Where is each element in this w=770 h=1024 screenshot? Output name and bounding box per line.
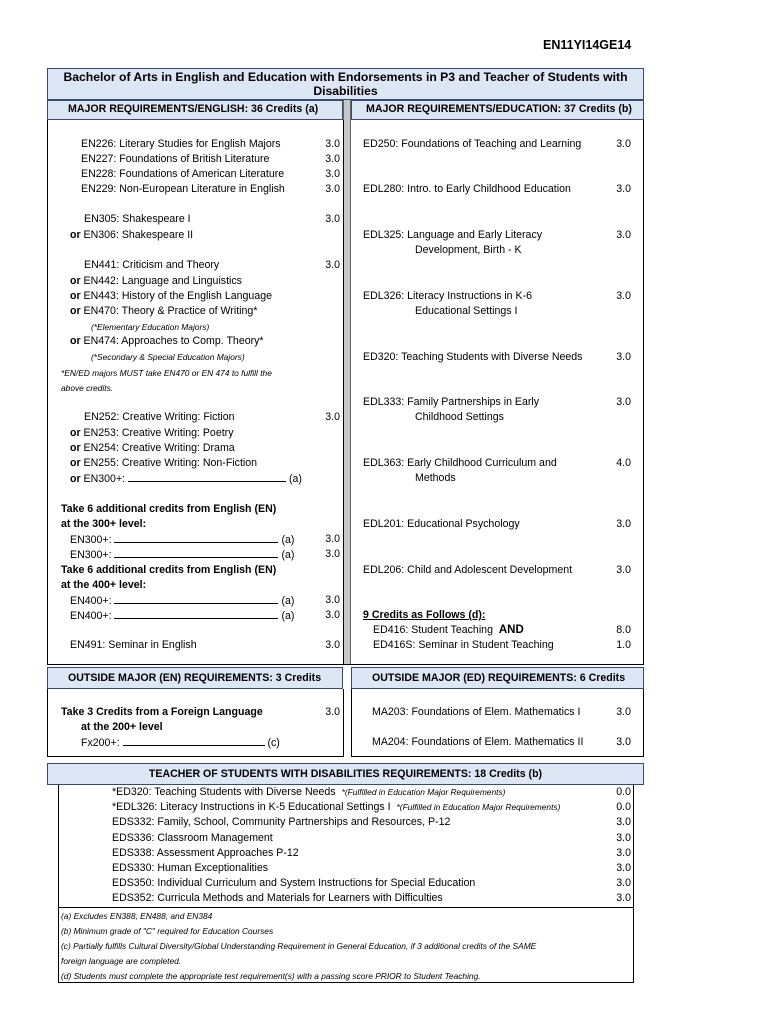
footnote-mark-a: (a) (281, 610, 295, 622)
option-en470 (70, 305, 257, 318)
course-edl333: EDL333: Family Partnerships in Early (363, 396, 540, 408)
course-edl333-cont: Childhood Settings (415, 411, 504, 423)
blank-line (114, 533, 278, 543)
en300-slot-1 (70, 533, 294, 547)
en-ed-note: *EN/ED majors MUST take EN470 or EN 474 to fulfill the (61, 368, 272, 378)
border (343, 689, 344, 756)
course-ma204: MA204: Foundations of Elem. Mathematics II (372, 736, 584, 748)
en400-slot-1 (70, 594, 294, 608)
mid-border (343, 120, 344, 665)
credit: 3.0 (616, 138, 631, 150)
credit: 3.0 (325, 411, 340, 423)
credit: 3.0 (616, 183, 631, 195)
outside-ed-header: OUTSIDE MAJOR (ED) REQUIREMENTS: 6 Credits (372, 672, 626, 684)
tsd-course (112, 892, 443, 905)
option-en254 (70, 442, 235, 455)
course-en305: EN305: Shakespeare I (84, 213, 191, 225)
or-label: or (70, 305, 81, 317)
course-edl201: EDL201: Educational Psychology (363, 518, 520, 530)
or-label: or (70, 229, 81, 241)
tsd-course (112, 877, 475, 890)
course-en226: EN226: Literary Studies for English Majors (81, 138, 281, 150)
credit: 3.0 (325, 609, 340, 621)
course-en252: EN252: Creative Writing: Fiction (84, 411, 235, 423)
credit: 3.0 (616, 862, 631, 874)
en300-slot-2 (70, 548, 294, 562)
secondary-note: (*Secondary & Special Education Majors) (91, 352, 245, 362)
credit: 3.0 (325, 259, 340, 271)
foreign-language-level: at the 200+ level (81, 721, 163, 733)
footnote-b: (b) Minimum grade of "C" required for Education Courses (61, 926, 274, 936)
course-en441: EN441: Criticism and Theory (84, 259, 220, 271)
tsd-course-note: *(Fulfilled in Education Major Requirements) (341, 787, 506, 797)
border (351, 756, 644, 757)
course-en255: EN255: Creative Writing: Non-Fiction (83, 457, 258, 469)
footnote-c-cont: foreign language are completed. (61, 956, 182, 966)
en400-slot-2 (70, 609, 294, 623)
tsd-course-label: EDS352: Curricula Methods and Materials for Learners with Difficulties (112, 892, 443, 904)
or-label: or (70, 335, 81, 347)
tsd-course (112, 862, 268, 875)
tsd-course-label: EDS330: Human Exceptionalities (112, 862, 269, 874)
tsd-course (112, 816, 450, 829)
fx200-slot (81, 736, 280, 750)
border (58, 785, 59, 983)
course-en228: EN228: Foundations of American Literature (81, 168, 285, 180)
border (643, 689, 644, 756)
nine-credits-heading: 9 Credits as Follows (d): (363, 609, 486, 621)
credit: 4.0 (616, 457, 631, 469)
course-en474: EN474: Approaches to Comp. Theory* (83, 335, 264, 347)
course-edl325-cont: Development, Birth - K (415, 244, 522, 256)
outside-en-header: OUTSIDE MAJOR (EN) REQUIREMENTS: 3 Credits (68, 672, 322, 684)
course-ed416-label: ED416: Student Teaching (373, 624, 493, 636)
credit: 3.0 (325, 213, 340, 225)
left-border (47, 120, 48, 665)
or-label: or (70, 442, 81, 454)
blank-line (123, 736, 265, 746)
course-ed250: ED250: Foundations of Teaching and Learning (363, 138, 582, 150)
elementary-note: (*Elementary Education Majors) (91, 322, 210, 332)
right-border (643, 120, 644, 665)
tsd-course-label: EDS332: Family, School, Community Partnerships and Resources, P-12 (112, 816, 451, 828)
border (47, 689, 48, 756)
blank-line (114, 609, 278, 619)
tsd-course-label: EDS350: Individual Curriculum and System Instructions for Special Education (112, 877, 476, 889)
credit: 3.0 (616, 832, 631, 844)
credit: 3.0 (616, 229, 631, 241)
tsd-course-label: *ED320: Teaching Students with Diverse Needs (112, 786, 336, 798)
border (58, 907, 634, 908)
major-bottom-border (47, 664, 644, 665)
course-en253: EN253: Creative Writing: Poetry (83, 427, 234, 439)
course-edl325: EDL325: Language and Early Literacy (363, 229, 543, 241)
credit: 3.0 (616, 736, 631, 748)
tsd-course (112, 832, 273, 845)
course-en306: EN306: Shakespeare II (83, 229, 194, 241)
course-en229: EN229: Non-European Literature in English (81, 183, 285, 195)
credit: 3.0 (616, 847, 631, 859)
option-en300 (70, 472, 302, 486)
course-en254: EN254: Creative Writing: Drama (83, 442, 235, 454)
blank-line (128, 472, 286, 482)
credit: 3.0 (325, 639, 340, 651)
column-divider (343, 100, 351, 665)
or-label: or (70, 427, 81, 439)
slot-label: EN400+: (70, 595, 112, 607)
credit: 3.0 (616, 396, 631, 408)
course-en227: EN227: Foundations of British Literature (81, 153, 270, 165)
option-en443 (70, 290, 272, 303)
take6-300-heading: Take 6 additional credits from English (EN) (61, 503, 277, 515)
course-edl280: EDL280: Intro. to Early Childhood Education (363, 183, 571, 195)
footnote-d: (d) Students must complete the appropriate test requirement(s) with a passing score PRIOR to Student Teaching. (61, 971, 481, 981)
credit: 0.0 (616, 801, 631, 813)
tsd-course (112, 786, 505, 799)
tsd-header: TEACHER OF STUDENTS WITH DISABILITIES REQUIREMENTS: 18 Credits (b) (148, 768, 543, 780)
credit: 8.0 (616, 624, 631, 636)
border (351, 689, 352, 756)
or-label: or (70, 275, 81, 287)
footnote-a: (a) Excludes EN388, EN488, and EN384 (61, 911, 213, 921)
credit: 3.0 (616, 877, 631, 889)
footnote-mark-a: (a) (281, 534, 295, 546)
footnote-c: (c) Partially fulfills Cultural Diversity/Global Understanding Requirement in General Education, if 3 additional credits of the SAME (61, 941, 537, 951)
slot-label: EN300+: (70, 534, 112, 546)
major-education-header: MAJOR REQUIREMENTS/EDUCATION: 37 Credits (b) (366, 103, 632, 115)
footnote-mark-a: (a) (281, 595, 295, 607)
tsd-course (112, 801, 560, 814)
take6-400-heading: Take 6 additional credits from English (EN) (61, 564, 277, 576)
take6-300-heading-cont: at the 300+ level: (61, 518, 147, 530)
tsd-course (112, 847, 299, 860)
credit: 3.0 (616, 351, 631, 363)
credit: 3.0 (616, 518, 631, 530)
credit: 3.0 (325, 533, 340, 545)
course-ma203: MA203: Foundations of Elem. Mathematics I (372, 706, 581, 718)
credit: 3.0 (616, 816, 631, 828)
option-en253 (70, 427, 234, 440)
course-ed416s: ED416S: Seminar in Student Teaching (373, 639, 554, 651)
course-edl326: EDL326: Literacy Instructions in K-6 (363, 290, 532, 302)
course-ed320: ED320: Teaching Students with Diverse Needs (363, 351, 583, 363)
tsd-course-note: *(Fulfilled in Education Major Requirements) (396, 802, 561, 812)
credit: 3.0 (325, 153, 340, 165)
credit: 3.0 (616, 706, 631, 718)
option-en255 (70, 457, 257, 470)
credit: 3.0 (325, 706, 340, 718)
credit: 3.0 (325, 594, 340, 606)
tsd-course-label: *EDL326: Literacy Instructions in K-5 Educational Settings I (112, 801, 391, 813)
course-edl363-cont: Methods (415, 472, 456, 484)
tsd-course-label: EDS338: Assessment Approaches P-12 (112, 847, 299, 859)
and-label: AND (498, 624, 524, 636)
course-en491: EN491: Seminar in English (70, 639, 197, 651)
en-ed-note-cont: above credits. (61, 383, 114, 393)
credit: 3.0 (616, 290, 631, 302)
course-en442: EN442: Language and Linguistics (83, 275, 242, 287)
option-en306 (70, 229, 193, 242)
course-edl326-cont: Educational Settings I (415, 305, 518, 317)
or-label: or (70, 457, 81, 469)
course-edl206: EDL206: Child and Adolescent Development (363, 564, 573, 576)
take6-400-heading-cont: at the 400+ level: (61, 579, 147, 591)
major-english-header: MAJOR REQUIREMENTS/ENGLISH: 36 Credits (a) (68, 103, 319, 115)
slot-label: Fx200+: (81, 737, 120, 749)
credit: 3.0 (325, 138, 340, 150)
course-en443: EN443: History of the English Language (83, 290, 272, 302)
foreign-language-heading: Take 3 Credits from a Foreign Language (61, 706, 263, 718)
tsd-course-label: EDS336: Classroom Management (112, 832, 273, 844)
credit: 3.0 (616, 892, 631, 904)
program-title: Bachelor of Arts in English and Education with Endorsements in P3 and Teacher of Students with Disabilities (63, 70, 628, 98)
or-label: or (70, 290, 81, 302)
or-label: or (70, 473, 81, 485)
credit: 3.0 (325, 183, 340, 195)
document-code: EN11YI14GE14 (543, 38, 632, 52)
blank-line (114, 548, 278, 558)
slot-label: EN300+: (70, 549, 112, 561)
border (633, 785, 634, 983)
course-edl363: EDL363: Early Childhood Curriculum and (363, 457, 557, 469)
option-en474 (70, 335, 264, 348)
credit: 3.0 (325, 168, 340, 180)
option-en442 (70, 275, 242, 288)
blank-line (114, 594, 278, 604)
credit: 1.0 (616, 639, 631, 651)
footnote-mark-c: (c) (267, 737, 280, 749)
footnote-mark-a: (a) (288, 473, 302, 485)
course-en300: EN300+: (83, 473, 126, 485)
course-ed416 (373, 624, 524, 637)
course-en470: EN470: Theory & Practice of Writing* (83, 305, 258, 317)
slot-label: EN400+: (70, 610, 112, 622)
credit: 3.0 (616, 564, 631, 576)
footnote-mark-a: (a) (281, 549, 295, 561)
credit: 0.0 (616, 786, 631, 798)
border (47, 756, 344, 757)
credit: 3.0 (325, 548, 340, 560)
